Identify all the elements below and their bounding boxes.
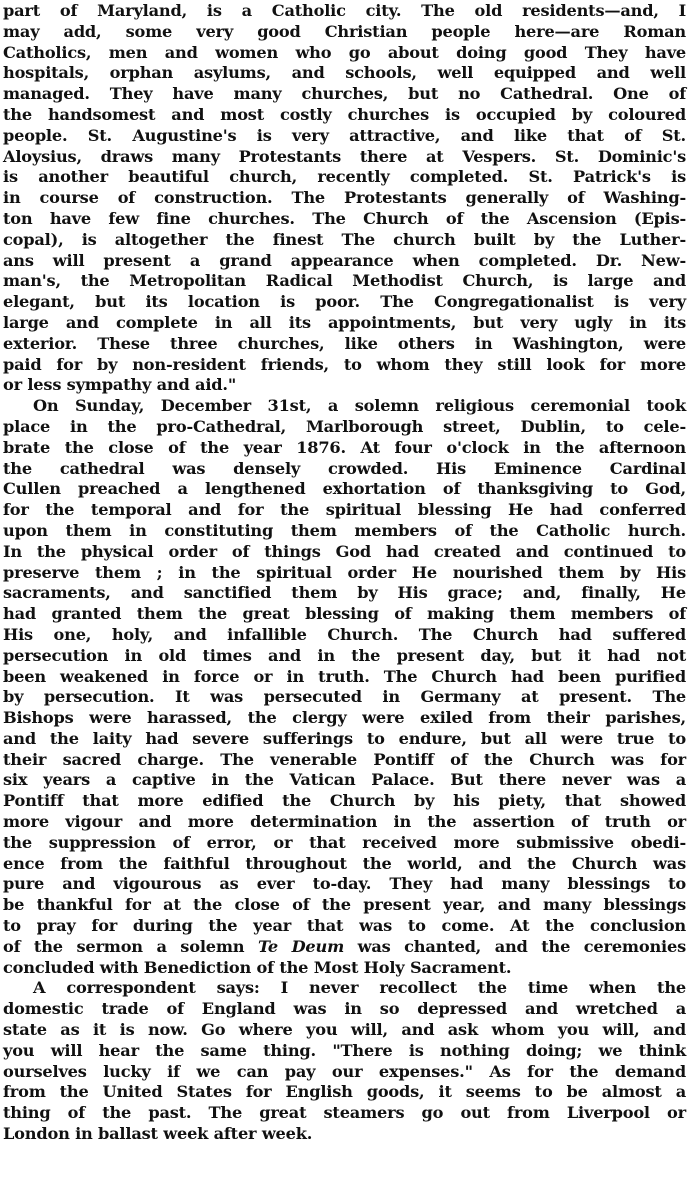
text-line: or less sympathy and aid." xyxy=(3,375,237,395)
text-line: persecution in old times and in the present day, but it had not xyxy=(3,645,686,665)
text-line: On Sunday, December 31st, a solemn religious ceremonial took xyxy=(33,396,686,416)
text-line: domestic trade of England was in so depressed and wretched a xyxy=(3,999,686,1019)
text-line: in course of construction. The Protestants generally of Washing- xyxy=(3,188,686,208)
text-line: ence from the faithful throughout the world, and the Church was xyxy=(3,853,686,873)
text-line: elegant, but its location is poor. The Congregationalist is very xyxy=(3,292,686,312)
paragraph-correspondent-trade xyxy=(3,978,686,1144)
text-line: for the temporal and for the spiritual blessing He had conferred xyxy=(3,500,686,520)
text-line: Catholics, men and women who go about doing good They have xyxy=(3,42,686,62)
text-line: Cullen preached a lengthened exhortation of thanksgiving to God, xyxy=(3,479,686,499)
text-line: and the laity had severe sufferings to endure, but all were true to xyxy=(3,728,686,748)
text-line: of the sermon a solemn Te Deum was chanted, and the ceremonies xyxy=(3,936,686,956)
text-line: copal), is altogether the finest The church built by the Luther- xyxy=(3,229,686,249)
text-line: thing of the past. The great steamers go out from Liverpool or xyxy=(3,1103,686,1123)
text-line: managed. They have many churches, but no Cathedral. One of xyxy=(3,84,686,104)
newspaper-column xyxy=(3,1,686,1145)
text-line: In the physical order of things God had created and continued to xyxy=(3,541,686,561)
text-line: hospitals, orphan asylums, and schools, well equipped and well xyxy=(3,63,686,83)
text-line: large and complete in all its appointments, but very ugly in its xyxy=(3,312,686,332)
text-line: upon them in constituting them members of the Catholic hurch. xyxy=(3,520,686,540)
paragraph-dublin-ceremonial xyxy=(3,396,686,978)
italic-phrase: Te Deum xyxy=(257,936,345,956)
text-line: six years a captive in the Vatican Palace. But there never was a xyxy=(3,770,686,790)
text-line: is another beautiful church, recently completed. St. Patrick's is xyxy=(3,167,686,187)
text-line: London in ballast week after week. xyxy=(3,1124,313,1144)
text-line: be thankful for at the close of the present year, and many blessings xyxy=(3,895,686,915)
text-line: ans will present a grand appearance when completed. Dr. New- xyxy=(3,250,686,270)
text-line: their sacred charge. The venerable Pontiff of the Church was for xyxy=(3,749,686,769)
text-line: man's, the Metropolitan Radical Methodist Church, is large and xyxy=(3,271,686,291)
text-line: people. St. Augustine's is very attractive, and like that of St. xyxy=(3,125,686,145)
text-line: more vigour and more determination in the assertion of truth or xyxy=(3,812,686,832)
text-line: concluded with Benediction of the Most Holy Sacrament. xyxy=(3,957,512,977)
text-line: exterior. These three churches, like others in Washington, were xyxy=(3,333,686,353)
text-line: Aloysius, draws many Protestants there at Vespers. St. Dominic's xyxy=(3,146,686,166)
text-line: part of Maryland, is a Catholic city. The old residents—and, I xyxy=(3,1,686,20)
text-line: the suppression of error, or that received more submissive obedi- xyxy=(3,832,686,852)
text-line: Pontiff that more edified the Church by his piety, that showed xyxy=(3,791,686,811)
text-line: place in the pro-Cathedral, Marlborough street, Dublin, to cele- xyxy=(3,416,686,436)
text-line: you will hear the same thing. "There is nothing doing; we think xyxy=(3,1040,686,1060)
text-line: to pray for during the year that was to come. At the conclusion xyxy=(3,916,686,936)
text-line: pure and vigourous as ever to-day. They had many blessings to xyxy=(3,874,686,894)
text-line: been weakened in force or in truth. The Church had been purified xyxy=(3,666,686,686)
text-line: from the United States for English goods, it seems to be almost a xyxy=(3,1082,686,1102)
text-line: preserve them ; in the spiritual order He nourished them by His xyxy=(3,562,686,582)
text-line: had granted them the great blessing of making them members of xyxy=(3,604,686,624)
text-line: A correspondent says: I never recollect the time when the xyxy=(33,978,686,998)
text-line: brate the close of the year 1876. At four o'clock in the afternoon xyxy=(3,437,686,457)
text-line: sacraments, and sanctified them by His grace; and, finally, He xyxy=(3,583,686,603)
text-line: may add, some very good Christian people here—are Roman xyxy=(3,21,686,41)
paragraph-washington-churches xyxy=(3,1,686,396)
text-line: the handsomest and most costly churches is occupied by coloured xyxy=(3,104,686,124)
text-line: ourselves lucky if we can pay our expenses." As for the demand xyxy=(3,1061,686,1081)
text-line: His one, holy, and infallible Church. The Church had suffered xyxy=(3,624,686,644)
text-line: Bishops were harassed, the clergy were exiled from their parishes, xyxy=(3,708,686,728)
text-line: the cathedral was densely crowded. His Eminence Cardinal xyxy=(3,458,686,478)
text-line: ton have few fine churches. The Church of the Ascension (Epis- xyxy=(3,208,686,228)
text-line: by persecution. It was persecuted in Germany at present. The xyxy=(3,687,686,707)
text-line: state as it is now. Go where you will, and ask whom you will, and xyxy=(3,1020,686,1040)
text-line: paid for by non-resident friends, to whom they still look for more xyxy=(3,354,686,374)
